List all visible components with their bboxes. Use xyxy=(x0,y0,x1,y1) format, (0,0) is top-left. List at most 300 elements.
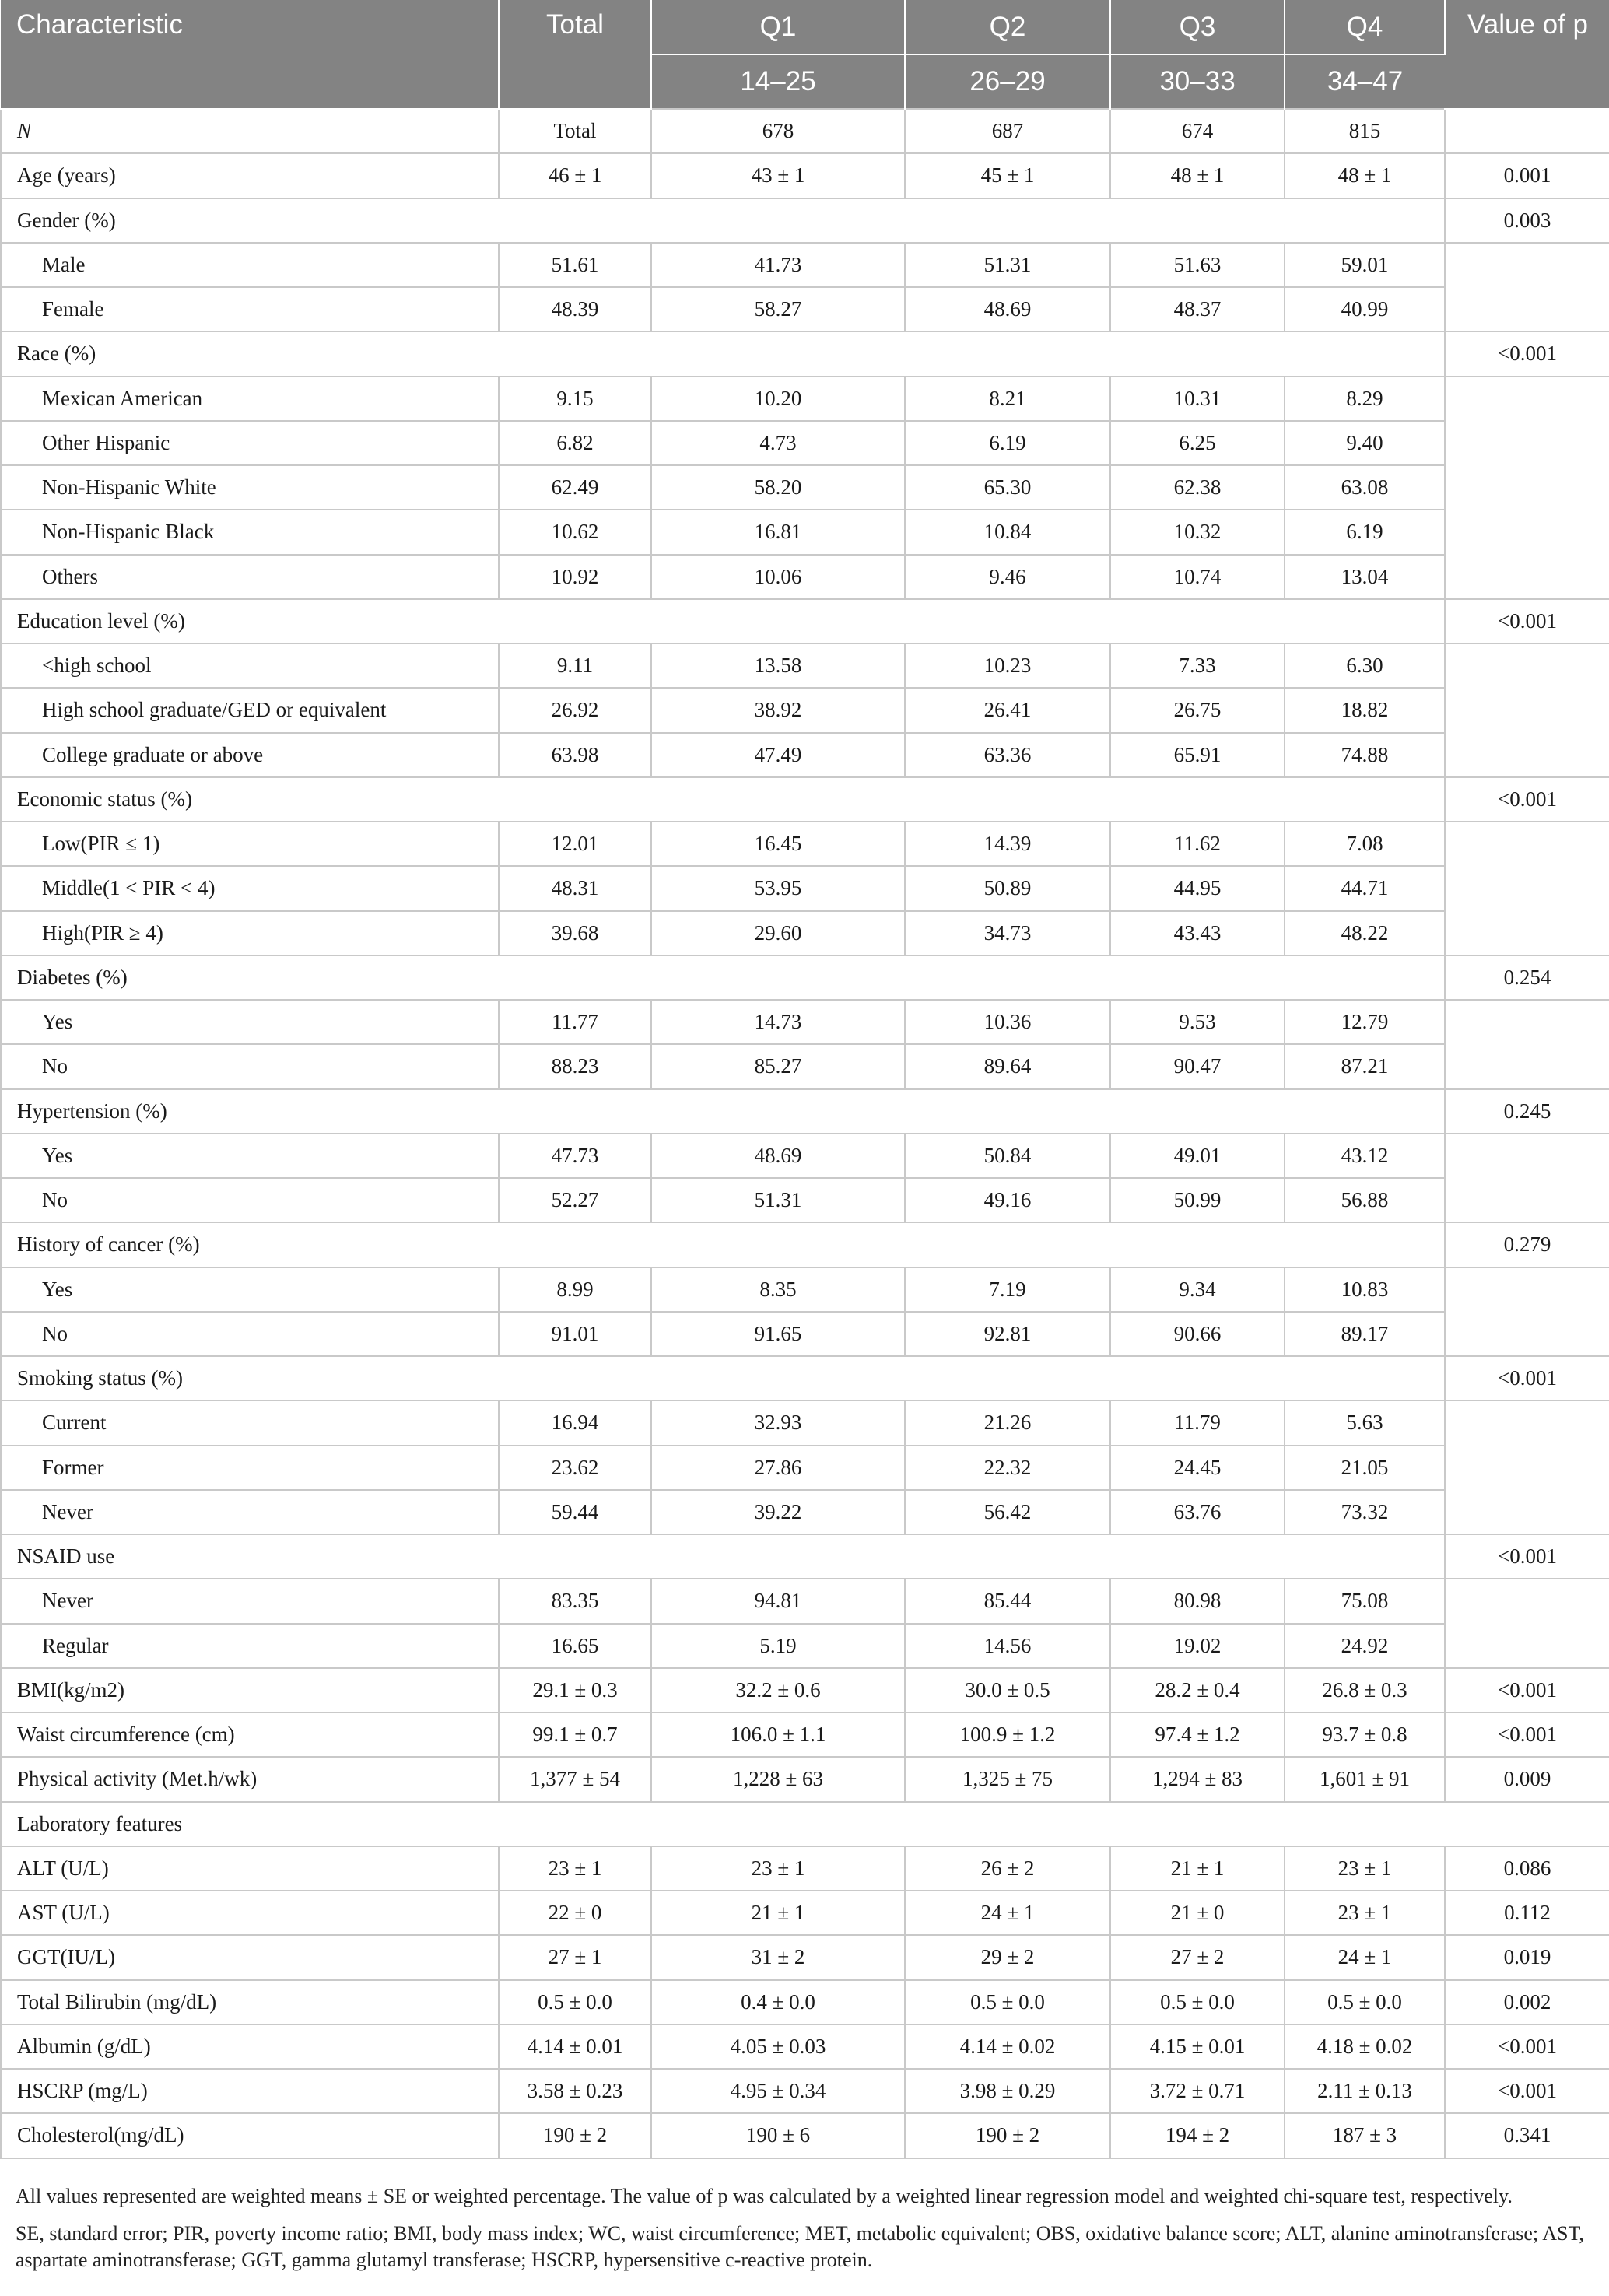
table-row xyxy=(1,1757,1609,1801)
p-value-blank-cell xyxy=(1445,643,1609,777)
total-cell: 83.35 xyxy=(499,1579,651,1623)
q3-cell: 97.4 ± 1.2 xyxy=(1110,1712,1285,1757)
q1-cell: 106.0 ± 1.1 xyxy=(651,1712,905,1757)
q4-cell: 73.32 xyxy=(1285,1490,1445,1534)
q3-cell: 49.01 xyxy=(1110,1134,1285,1178)
p-value-cell: <0.001 xyxy=(1445,599,1609,643)
p-value-cell: 0.003 xyxy=(1445,198,1609,243)
q4-cell: 7.08 xyxy=(1285,822,1445,866)
row-label: GGT(IU/L) xyxy=(1,1935,499,1979)
q4-cell: 59.01 xyxy=(1285,243,1445,287)
p-value-cell: <0.001 xyxy=(1445,331,1609,376)
total-cell: 88.23 xyxy=(499,1044,651,1088)
q1-cell: 94.81 xyxy=(651,1579,905,1623)
q2-cell: 8.21 xyxy=(905,377,1110,421)
row-label: High(PIR ≥ 4) xyxy=(1,911,499,955)
q2-cell: 3.98 ± 0.29 xyxy=(905,2069,1110,2113)
q2-cell: 65.30 xyxy=(905,465,1110,510)
q1-cell: 21 ± 1 xyxy=(651,1891,905,1935)
q2-cell: 687 xyxy=(905,109,1110,153)
total-cell: 46 ± 1 xyxy=(499,153,651,198)
q2-cell: 30.0 ± 0.5 xyxy=(905,1668,1110,1712)
total-cell: 27 ± 1 xyxy=(499,1935,651,1979)
table-row xyxy=(1,1044,1609,1088)
table-row xyxy=(1,2113,1609,2158)
group-label: Education level (%) xyxy=(1,599,1445,643)
q3-cell: 44.95 xyxy=(1110,866,1285,910)
q2-cell: 0.5 ± 0.0 xyxy=(905,1980,1110,2024)
p-value-blank-cell xyxy=(1445,1134,1609,1223)
q2-cell: 92.81 xyxy=(905,1312,1110,1356)
group-label: History of cancer (%) xyxy=(1,1222,1445,1267)
q3-cell: 48.37 xyxy=(1110,287,1285,331)
table-row xyxy=(1,1446,1609,1490)
row-label: Physical activity (Met.h/wk) xyxy=(1,1757,499,1801)
q4-cell: 48.22 xyxy=(1285,911,1445,955)
p-value-cell: <0.001 xyxy=(1445,1534,1609,1579)
total-cell: 23.62 xyxy=(499,1446,651,1490)
p-value-cell: <0.001 xyxy=(1445,1356,1609,1400)
q3-cell: 194 ± 2 xyxy=(1110,2113,1285,2158)
table-row xyxy=(1,510,1609,554)
q1-cell: 85.27 xyxy=(651,1044,905,1088)
q2-cell: 190 ± 2 xyxy=(905,2113,1110,2158)
q1-cell: 16.81 xyxy=(651,510,905,554)
group-label: Smoking status (%) xyxy=(1,1356,1445,1400)
q4-cell: 18.82 xyxy=(1285,688,1445,732)
q1-cell: 190 ± 6 xyxy=(651,2113,905,2158)
p-value-cell: <0.001 xyxy=(1445,2069,1609,2113)
group-label: Diabetes (%) xyxy=(1,955,1445,1000)
q3-cell: 24.45 xyxy=(1110,1446,1285,1490)
row-label: Never xyxy=(1,1490,499,1534)
q3-cell: 1,294 ± 83 xyxy=(1110,1757,1285,1801)
row-label: Current xyxy=(1,1400,499,1445)
q4-cell: 24.92 xyxy=(1285,1624,1445,1668)
total-cell: 52.27 xyxy=(499,1178,651,1222)
q1-cell: 32.93 xyxy=(651,1400,905,1445)
q1-cell: 47.49 xyxy=(651,733,905,777)
q4-cell: 8.29 xyxy=(1285,377,1445,421)
q4-cell: 5.63 xyxy=(1285,1400,1445,1445)
q2-cell: 24 ± 1 xyxy=(905,1891,1110,1935)
q1-cell: 31 ± 2 xyxy=(651,1935,905,1979)
p-value-cell: 0.019 xyxy=(1445,1935,1609,1979)
table-row xyxy=(1,733,1609,777)
p-value-cell: 0.112 xyxy=(1445,1891,1609,1935)
p-value-blank-cell xyxy=(1445,1579,1609,1668)
q1-cell: 53.95 xyxy=(651,866,905,910)
table-row xyxy=(1,1846,1609,1891)
q2-cell: 56.42 xyxy=(905,1490,1110,1534)
table-row xyxy=(1,1712,1609,1757)
p-value-blank-cell xyxy=(1445,822,1609,955)
table-row xyxy=(1,1000,1609,1044)
q2-cell: 85.44 xyxy=(905,1579,1110,1623)
row-label: No xyxy=(1,1178,499,1222)
section-label: Laboratory features xyxy=(1,1802,1609,1846)
q1-cell: 29.60 xyxy=(651,911,905,955)
q4-cell: 1,601 ± 91 xyxy=(1285,1757,1445,1801)
q4-cell: 9.40 xyxy=(1285,421,1445,465)
q3-cell: 10.31 xyxy=(1110,377,1285,421)
q1-cell: 4.73 xyxy=(651,421,905,465)
q2-cell: 89.64 xyxy=(905,1044,1110,1088)
q3-cell: 0.5 ± 0.0 xyxy=(1110,1980,1285,2024)
p-value-cell: 0.001 xyxy=(1445,153,1609,198)
header-total: Total xyxy=(499,0,651,109)
header-q1-range: 14–25 xyxy=(651,54,905,109)
footnote-abbreviations: SE, standard error; PIR, poverty income ratio; BMI, body mass index; WC, waist circumference; MET, metabolic equivalent; OBS, oxidative balance score; ALT, alanine aminotransferase; AST, aspartate aminotransferase; GGT, gamma glutamyl transferase; HSCRP, hypersensitive c-reactive protein. xyxy=(16,2222,1584,2271)
q2-cell: 100.9 ± 1.2 xyxy=(905,1712,1110,1757)
row-label: BMI(kg/m2) xyxy=(1,1668,499,1712)
p-value-cell: <0.001 xyxy=(1445,1712,1609,1757)
q1-cell: 4.95 ± 0.34 xyxy=(651,2069,905,2113)
table-row xyxy=(1,243,1609,287)
total-cell: 62.49 xyxy=(499,465,651,510)
total-cell: 99.1 ± 0.7 xyxy=(499,1712,651,1757)
q2-cell: 21.26 xyxy=(905,1400,1110,1445)
q4-cell: 6.30 xyxy=(1285,643,1445,688)
q2-cell: 48.69 xyxy=(905,287,1110,331)
q4-cell: 75.08 xyxy=(1285,1579,1445,1623)
table-row xyxy=(1,1356,1609,1400)
q3-cell: 50.99 xyxy=(1110,1178,1285,1222)
table-row xyxy=(1,1891,1609,1935)
total-cell: 16.94 xyxy=(499,1400,651,1445)
row-label: Total Bilirubin (mg/dL) xyxy=(1,1980,499,2024)
q1-cell: 58.20 xyxy=(651,465,905,510)
q1-cell: 38.92 xyxy=(651,688,905,732)
q4-cell: 187 ± 3 xyxy=(1285,2113,1445,2158)
q4-cell: 0.5 ± 0.0 xyxy=(1285,1980,1445,2024)
p-value-blank-cell xyxy=(1445,1400,1609,1534)
p-value-cell: <0.001 xyxy=(1445,2024,1609,2069)
q1-cell: 23 ± 1 xyxy=(651,1846,905,1891)
q3-cell: 10.74 xyxy=(1110,555,1285,599)
q3-cell: 63.76 xyxy=(1110,1490,1285,1534)
table-row xyxy=(1,421,1609,465)
q4-cell: 40.99 xyxy=(1285,287,1445,331)
q3-cell: 674 xyxy=(1110,109,1285,153)
total-cell: 51.61 xyxy=(499,243,651,287)
table-row xyxy=(1,2024,1609,2069)
q2-cell: 10.36 xyxy=(905,1000,1110,1044)
q2-cell: 9.46 xyxy=(905,555,1110,599)
table-row xyxy=(1,555,1609,599)
row-label: Others xyxy=(1,555,499,599)
q1-cell: 43 ± 1 xyxy=(651,153,905,198)
q2-cell: 10.84 xyxy=(905,510,1110,554)
q4-cell: 10.83 xyxy=(1285,1267,1445,1312)
total-cell: 63.98 xyxy=(499,733,651,777)
q2-cell: 22.32 xyxy=(905,1446,1110,1490)
q4-cell: 21.05 xyxy=(1285,1446,1445,1490)
p-value-blank-cell xyxy=(1445,377,1609,599)
q1-cell: 678 xyxy=(651,109,905,153)
row-label: No xyxy=(1,1312,499,1356)
q2-cell: 50.89 xyxy=(905,866,1110,910)
q4-cell: 23 ± 1 xyxy=(1285,1846,1445,1891)
q1-cell: 27.86 xyxy=(651,1446,905,1490)
table-row xyxy=(1,1178,1609,1222)
p-value-cell: 0.002 xyxy=(1445,1980,1609,2024)
table-row xyxy=(1,1312,1609,1356)
row-label: Mexican American xyxy=(1,377,499,421)
q3-cell: 62.38 xyxy=(1110,465,1285,510)
header-q2: Q2 xyxy=(905,0,1110,54)
p-value-cell: <0.001 xyxy=(1445,777,1609,822)
p-value-cell xyxy=(1445,109,1609,153)
q2-cell: 45 ± 1 xyxy=(905,153,1110,198)
total-cell: 12.01 xyxy=(499,822,651,866)
q4-cell: 2.11 ± 0.13 xyxy=(1285,2069,1445,2113)
table-row xyxy=(1,109,1609,153)
total-cell: 6.82 xyxy=(499,421,651,465)
q1-cell: 0.4 ± 0.0 xyxy=(651,1980,905,2024)
table-row xyxy=(1,777,1609,822)
p-value-cell: 0.341 xyxy=(1445,2113,1609,2158)
table-row xyxy=(1,1222,1609,1267)
row-label: Middle(1 < PIR < 4) xyxy=(1,866,499,910)
p-value-cell: 0.009 xyxy=(1445,1757,1609,1801)
table-row xyxy=(1,1980,1609,2024)
row-label: <high school xyxy=(1,643,499,688)
row-label: N xyxy=(1,109,499,153)
total-cell: 29.1 ± 0.3 xyxy=(499,1668,651,1712)
table-header xyxy=(1,0,1609,109)
total-cell: 22 ± 0 xyxy=(499,1891,651,1935)
q3-cell: 21 ± 0 xyxy=(1110,1891,1285,1935)
header-q3-range: 30–33 xyxy=(1110,54,1285,109)
row-label: Albumin (g/dL) xyxy=(1,2024,499,2069)
row-label: Age (years) xyxy=(1,153,499,198)
q4-cell: 56.88 xyxy=(1285,1178,1445,1222)
q4-cell: 26.8 ± 0.3 xyxy=(1285,1668,1445,1712)
q4-cell: 93.7 ± 0.8 xyxy=(1285,1712,1445,1757)
q2-cell: 63.36 xyxy=(905,733,1110,777)
q4-cell: 23 ± 1 xyxy=(1285,1891,1445,1935)
total-cell: 91.01 xyxy=(499,1312,651,1356)
q4-cell: 89.17 xyxy=(1285,1312,1445,1356)
table-row xyxy=(1,688,1609,732)
q1-cell: 58.27 xyxy=(651,287,905,331)
table-row xyxy=(1,331,1609,376)
q1-cell: 41.73 xyxy=(651,243,905,287)
q3-cell: 9.34 xyxy=(1110,1267,1285,1312)
q3-cell: 11.79 xyxy=(1110,1400,1285,1445)
q2-cell: 6.19 xyxy=(905,421,1110,465)
q1-cell: 1,228 ± 63 xyxy=(651,1757,905,1801)
q3-cell: 4.15 ± 0.01 xyxy=(1110,2024,1285,2069)
q1-cell: 48.69 xyxy=(651,1134,905,1178)
row-label: ALT (U/L) xyxy=(1,1846,499,1891)
header-q4: Q4 xyxy=(1285,0,1445,54)
table-row xyxy=(1,1668,1609,1712)
total-cell: 47.73 xyxy=(499,1134,651,1178)
row-label: Non-Hispanic White xyxy=(1,465,499,510)
table-row xyxy=(1,822,1609,866)
row-label: Regular xyxy=(1,1624,499,1668)
total-cell: 3.58 ± 0.23 xyxy=(499,2069,651,2113)
q3-cell: 21 ± 1 xyxy=(1110,1846,1285,1891)
total-cell: 48.31 xyxy=(499,866,651,910)
q3-cell: 28.2 ± 0.4 xyxy=(1110,1668,1285,1712)
total-cell: 0.5 ± 0.0 xyxy=(499,1980,651,2024)
q1-cell: 8.35 xyxy=(651,1267,905,1312)
table-row xyxy=(1,1624,1609,1668)
table-row xyxy=(1,1579,1609,1623)
row-label: High school graduate/GED or equivalent xyxy=(1,688,499,732)
q1-cell: 13.58 xyxy=(651,643,905,688)
header-q1: Q1 xyxy=(651,0,905,54)
row-label: Male xyxy=(1,243,499,287)
q3-cell: 26.75 xyxy=(1110,688,1285,732)
group-label: NSAID use xyxy=(1,1534,1445,1579)
total-cell: 9.11 xyxy=(499,643,651,688)
table-row xyxy=(1,1400,1609,1445)
q4-cell: 13.04 xyxy=(1285,555,1445,599)
q3-cell: 43.43 xyxy=(1110,911,1285,955)
row-label: Waist circumference (cm) xyxy=(1,1712,499,1757)
row-label: Low(PIR ≤ 1) xyxy=(1,822,499,866)
total-cell: Total xyxy=(499,109,651,153)
q3-cell: 27 ± 2 xyxy=(1110,1935,1285,1979)
row-label: Non-Hispanic Black xyxy=(1,510,499,554)
q1-cell: 91.65 xyxy=(651,1312,905,1356)
q2-cell: 10.23 xyxy=(905,643,1110,688)
table-row xyxy=(1,1267,1609,1312)
q3-cell: 19.02 xyxy=(1110,1624,1285,1668)
total-cell: 23 ± 1 xyxy=(499,1846,651,1891)
total-cell: 10.62 xyxy=(499,510,651,554)
row-label: No xyxy=(1,1044,499,1088)
q1-cell: 16.45 xyxy=(651,822,905,866)
q4-cell: 48 ± 1 xyxy=(1285,153,1445,198)
row-label: AST (U/L) xyxy=(1,1891,499,1935)
q2-cell: 14.56 xyxy=(905,1624,1110,1668)
total-cell: 4.14 ± 0.01 xyxy=(499,2024,651,2069)
q3-cell: 48 ± 1 xyxy=(1110,153,1285,198)
p-value-blank-cell xyxy=(1445,243,1609,332)
table-row xyxy=(1,1802,1609,1846)
q2-cell: 50.84 xyxy=(905,1134,1110,1178)
total-cell: 10.92 xyxy=(499,555,651,599)
total-cell: 39.68 xyxy=(499,911,651,955)
table-body xyxy=(1,109,1609,2158)
table-row xyxy=(1,377,1609,421)
row-label: HSCRP (mg/L) xyxy=(1,2069,499,2113)
row-label: College graduate or above xyxy=(1,733,499,777)
q3-cell: 7.33 xyxy=(1110,643,1285,688)
table-row xyxy=(1,153,1609,198)
q1-cell: 39.22 xyxy=(651,1490,905,1534)
total-cell: 190 ± 2 xyxy=(499,2113,651,2158)
p-value-cell: 0.245 xyxy=(1445,1089,1609,1134)
q2-cell: 26.41 xyxy=(905,688,1110,732)
q2-cell: 51.31 xyxy=(905,243,1110,287)
q4-cell: 4.18 ± 0.02 xyxy=(1285,2024,1445,2069)
group-label: Economic status (%) xyxy=(1,777,1445,822)
total-cell: 26.92 xyxy=(499,688,651,732)
p-value-cell: 0.086 xyxy=(1445,1846,1609,1891)
p-value-blank-cell xyxy=(1445,1000,1609,1089)
p-value-cell: 0.279 xyxy=(1445,1222,1609,1267)
table-row xyxy=(1,1534,1609,1579)
table-row xyxy=(1,198,1609,243)
q1-cell: 14.73 xyxy=(651,1000,905,1044)
q1-cell: 4.05 ± 0.03 xyxy=(651,2024,905,2069)
q2-cell: 26 ± 2 xyxy=(905,1846,1110,1891)
total-cell: 16.65 xyxy=(499,1624,651,1668)
q1-cell: 51.31 xyxy=(651,1178,905,1222)
row-label: Former xyxy=(1,1446,499,1490)
row-label: Yes xyxy=(1,1000,499,1044)
q4-cell: 6.19 xyxy=(1285,510,1445,554)
q2-cell: 14.39 xyxy=(905,822,1110,866)
total-cell: 8.99 xyxy=(499,1267,651,1312)
table-row xyxy=(1,911,1609,955)
row-label: Yes xyxy=(1,1267,499,1312)
row-label: Female xyxy=(1,287,499,331)
q1-cell: 32.2 ± 0.6 xyxy=(651,1668,905,1712)
q4-cell: 24 ± 1 xyxy=(1285,1935,1445,1979)
group-label: Hypertension (%) xyxy=(1,1089,1445,1134)
q4-cell: 815 xyxy=(1285,109,1445,153)
table-row xyxy=(1,287,1609,331)
q3-cell: 10.32 xyxy=(1110,510,1285,554)
total-cell: 9.15 xyxy=(499,377,651,421)
q4-cell: 43.12 xyxy=(1285,1134,1445,1178)
q1-cell: 10.20 xyxy=(651,377,905,421)
q3-cell: 9.53 xyxy=(1110,1000,1285,1044)
p-value-cell: 0.254 xyxy=(1445,955,1609,1000)
q2-cell: 7.19 xyxy=(905,1267,1110,1312)
header-p-value: Value of p xyxy=(1445,0,1609,109)
table-row xyxy=(1,599,1609,643)
table-row xyxy=(1,955,1609,1000)
q3-cell: 65.91 xyxy=(1110,733,1285,777)
table-row xyxy=(1,2069,1609,2113)
table-row xyxy=(1,1490,1609,1534)
q4-cell: 63.08 xyxy=(1285,465,1445,510)
q1-cell: 5.19 xyxy=(651,1624,905,1668)
footnote-definition: All values represented are weighted means ± SE or weighted percentage. The value of p was calculated by a weighted linear regression model and weighted chi-square test, respectively. xyxy=(16,2185,1513,2207)
total-cell: 1,377 ± 54 xyxy=(499,1757,651,1801)
q3-cell: 90.47 xyxy=(1110,1044,1285,1088)
total-cell: 48.39 xyxy=(499,287,651,331)
row-label: Never xyxy=(1,1579,499,1623)
group-label: Race (%) xyxy=(1,331,1445,376)
header-characteristic: Characteristic xyxy=(1,0,499,109)
q3-cell: 90.66 xyxy=(1110,1312,1285,1356)
q2-cell: 1,325 ± 75 xyxy=(905,1757,1110,1801)
q3-cell: 80.98 xyxy=(1110,1579,1285,1623)
q3-cell: 51.63 xyxy=(1110,243,1285,287)
total-cell: 11.77 xyxy=(499,1000,651,1044)
total-cell: 59.44 xyxy=(499,1490,651,1534)
table-row xyxy=(1,1089,1609,1134)
header-q2-range: 26–29 xyxy=(905,54,1110,109)
q2-cell: 29 ± 2 xyxy=(905,1935,1110,1979)
q4-cell: 44.71 xyxy=(1285,866,1445,910)
table-row xyxy=(1,465,1609,510)
q2-cell: 49.16 xyxy=(905,1178,1110,1222)
group-label: Gender (%) xyxy=(1,198,1445,243)
q3-cell: 3.72 ± 0.71 xyxy=(1110,2069,1285,2113)
table-row xyxy=(1,1935,1609,1979)
q2-cell: 34.73 xyxy=(905,911,1110,955)
